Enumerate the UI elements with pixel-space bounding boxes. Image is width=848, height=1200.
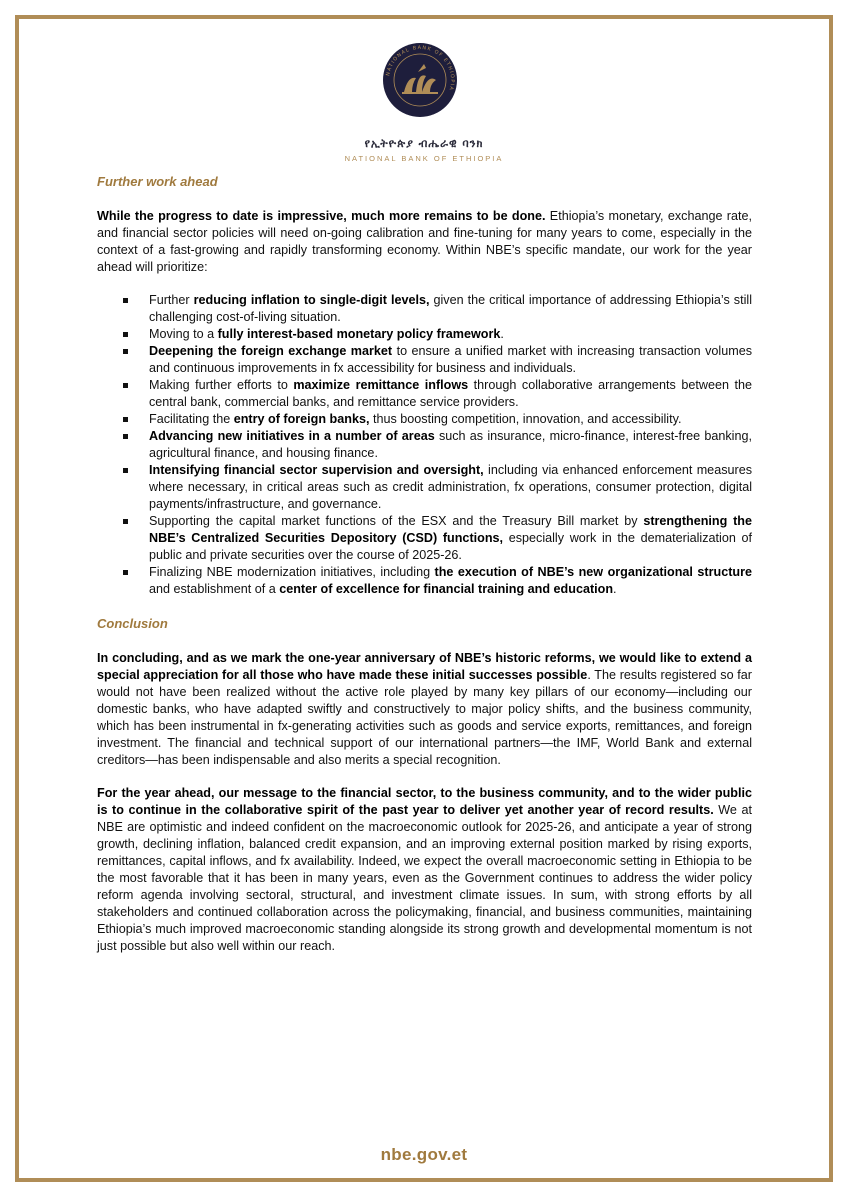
conclusion-paragraph-2: For the year ahead, our message to the financial sector, to the business community, and to the wider public is to continue in the collaborative spirit of the past year to deliver yet another year of record results. We at NBE are optimistic and indeed confident on the macroeconomic outlook for 2025-26, and anticipate a year of strong growth, declining inflation, balanced credit expansion, and an improving external position marked by rising exports, remittances, capital inflows, and fx availability. Indeed, we expect the overall macroeconomic setting in Ethiopia to be the most favorable that it has been in many years, even as the Government continues to address the wider policy reform agenda involving sectoral, structural, and investment climate issues. In sum, with strong efforts by all stakeholders and continued collaboration across the policymaking, financial, and business communities, maintaining Ethiopia’s much improved macroeconomic standing alongside its strong growth and developmental momentum is not just possible but also well within our reach. [97, 786, 752, 953]
conclusion-paragraph-1: In concluding, and as we mark the one-year anniversary of NBE’s historic reforms, we would like to extend a special appreciation for all those who have made these initial successes possible. The results registered so far would not have been realized without the active role played by many key pillars of our economy—including our domestic banks, who have adapted swiftly and constructively to major policy shifts, and the business community, which has been instrumental in fx-generating activities such as goods and service exports, remittances, and foreign investment. The financial and technical support of our international partners—the IMF, World Bank and external creditors—has been indispensable and also merits a special recognition. [97, 651, 752, 767]
list-item: Advancing new initiatives in a number of areas such as insurance, micro-finance, interest-free banking, agricultural finance, and housing finance. [97, 428, 752, 462]
bullet-square-icon [123, 434, 128, 439]
list-item: Intensifying financial sector supervision and oversight, including via enhanced enforcement measures where necessary, in critical areas such as credit administration, fx operations, consumer protection, digital payments/infrastructure, and governance. [97, 462, 752, 513]
priorities-list [97, 292, 752, 598]
section-heading-conclusion: Conclusion [97, 616, 168, 631]
intro-text: Ethiopia’s monetary, exchange rate, and financial sector policies will need on-going calibration and fine-tuning for many years to come, especially in the context of a fast-growing and rapidly transforming economy. Within NBE’s specific mandate, our work for the year ahead will prioritize: [97, 209, 752, 274]
list-item: Facilitating the entry of foreign banks, thus boosting competition, innovation, and accessibility. [97, 411, 752, 428]
footer-website-link[interactable]: nbe.gov.et [380, 1145, 468, 1164]
list-item: Further reducing inflation to single-digit levels, given the critical importance of addressing Ethiopia’s still challenging cost-of-living situation. [97, 292, 752, 326]
bullet-square-icon [123, 468, 128, 473]
intro-bold: While the progress to date is impressive, much more remains to be done. [97, 209, 546, 223]
bullet-square-icon [123, 332, 128, 337]
svg-text:NATIONAL BANK OF ETHIOPIA: NATIONAL BANK OF ETHIOPIA [385, 44, 456, 92]
bullet-square-icon [123, 519, 128, 524]
nbe-logo-icon [382, 42, 458, 118]
bullet-square-icon [123, 417, 128, 422]
list-item: Making further efforts to maximize remittance inflows through collaborative arrangements between the central bank, commercial banks, and remittance service providers. [97, 377, 752, 411]
intro-paragraph [97, 208, 752, 276]
bullet-square-icon [123, 298, 128, 303]
bank-name-english: NATIONAL BANK OF ETHIOPIA [344, 154, 504, 163]
list-item: Finalizing NBE modernization initiatives, including the execution of NBE’s new organizational structure and establishment of a center of excellence for financial training and education. [97, 564, 752, 598]
list-item: Supporting the capital market functions of the ESX and the Treasury Bill market by strengthening the NBE’s Centralized Securities Depository (CSD) functions, especially work in the dematerialization of public and private securities over the course of 2025-26. [97, 513, 752, 564]
bank-name-amharic: የኢትዮጵያ ብሔራዊ ባንክ [364, 137, 484, 150]
bullet-square-icon [123, 570, 128, 575]
document-body [97, 172, 752, 955]
list-item: Moving to a fully interest-based monetary policy framework. [97, 326, 752, 343]
list-item: Deepening the foreign exchange market to ensure a unified market with increasing transaction volumes and continuous improvements in fx accessibility for business and individuals. [97, 343, 752, 377]
bullet-square-icon [123, 383, 128, 388]
bullet-square-icon [123, 349, 128, 354]
section-heading-further-work: Further work ahead [97, 174, 218, 189]
nbe-logo [382, 42, 458, 118]
